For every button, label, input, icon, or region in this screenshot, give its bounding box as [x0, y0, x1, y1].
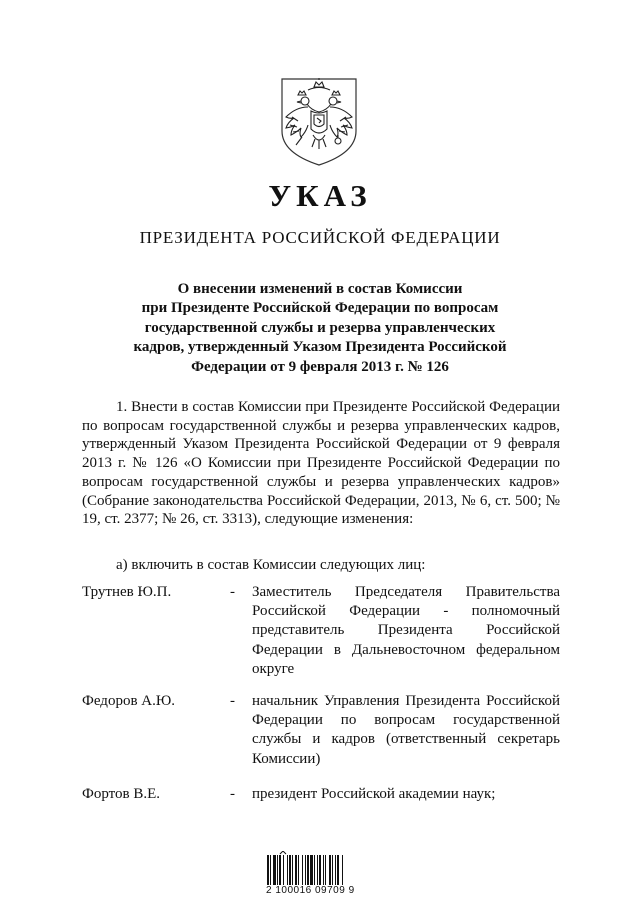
barcode-bar: [267, 855, 269, 885]
member-dash: -: [230, 786, 235, 802]
member-description: начальник Управления Президента Российской Федерации по вопросам государственной службы и кадров (ответственный секретарь Комиссии): [252, 693, 560, 767]
member-dash: -: [230, 584, 235, 600]
barcode-bar: [342, 855, 343, 885]
barcode-bar: [310, 855, 313, 885]
barcode-bar: [273, 855, 276, 885]
document-title: УКАЗ: [268, 178, 372, 213]
barcode-bar: [332, 855, 333, 885]
barcode-bar: [323, 855, 324, 885]
member-description: президент Российской академии наук;: [252, 786, 496, 802]
barcode-bar: [314, 855, 315, 885]
barcode-bar: [335, 855, 336, 885]
barcode-bar: [305, 855, 306, 885]
barcode-bar: [329, 855, 331, 885]
heading-line: при Президенте Российской Федерации по вопросам: [141, 300, 499, 317]
subitem-a: а) включить в состав Комиссии следующих лиц:: [116, 557, 426, 573]
paragraph-1-text: 1. Внести в состав Комиссии при Президенте Российской Федерации по вопросам государственной службы и резерва управленческих кадров, утвержденный Указом Президента Российской Федерации от 9 февраля 2013 г. № 126 «О Комиссии при Президенте Российской Федерации по вопросам государственной службы и резерва управленческих кадров» (Собрание законодательства Российской Федерации, 2013, № 6, ст. 500; № 19, ст. 2377; № 26, ст. 3313), следующие изменения:: [82, 399, 560, 528]
barcode-bar: [337, 855, 339, 885]
barcode-bar: [277, 855, 278, 885]
barcode-bar: [289, 855, 291, 885]
barcode-bar: [292, 855, 293, 885]
coat-of-arms-icon: [278, 77, 360, 167]
barcode-number: 2 100016 09709 9: [266, 885, 355, 896]
barcode-bar: [283, 855, 284, 885]
barcode-bar: [317, 855, 318, 885]
decree-heading: [100, 280, 540, 377]
barcode-bar: [298, 855, 299, 885]
paragraph-1: [82, 398, 560, 529]
barcode-bar: [319, 855, 321, 885]
barcode-bar: [307, 855, 309, 885]
barcode-bar: [287, 855, 288, 885]
barcode-bar: [325, 855, 326, 885]
heading-line: государственной службы и резерва управленческих: [144, 319, 496, 336]
member-name: Трутнев Ю.П.: [82, 584, 172, 600]
heading-line: Федерации от 9 февраля 2013 г. № 126: [191, 358, 449, 375]
heading-line: О внесении изменений в состав Комиссии: [177, 281, 463, 297]
barcode-bar: [302, 855, 303, 885]
barcode-icon: [266, 851, 360, 887]
heading-line: кадров, утвержденный Указом Президента Российской: [133, 339, 507, 356]
document-subtitle: ПРЕЗИДЕНТА РОССИЙСКОЙ ФЕДЕРАЦИИ: [139, 228, 501, 247]
barcode-bar: [279, 855, 281, 885]
member-description: Заместитель Председателя Правительства Российской Федерации - полномочный представитель Президента Российской Федерации в Дальневосточном федеральном округе: [252, 584, 560, 677]
barcode-mark: [280, 851, 286, 854]
barcode-bar: [295, 855, 297, 885]
member-name: Фортов В.Е.: [82, 786, 161, 802]
member-name: Федоров А.Ю.: [82, 693, 176, 709]
member-dash: -: [230, 693, 235, 709]
barcode-bar: [270, 855, 271, 885]
